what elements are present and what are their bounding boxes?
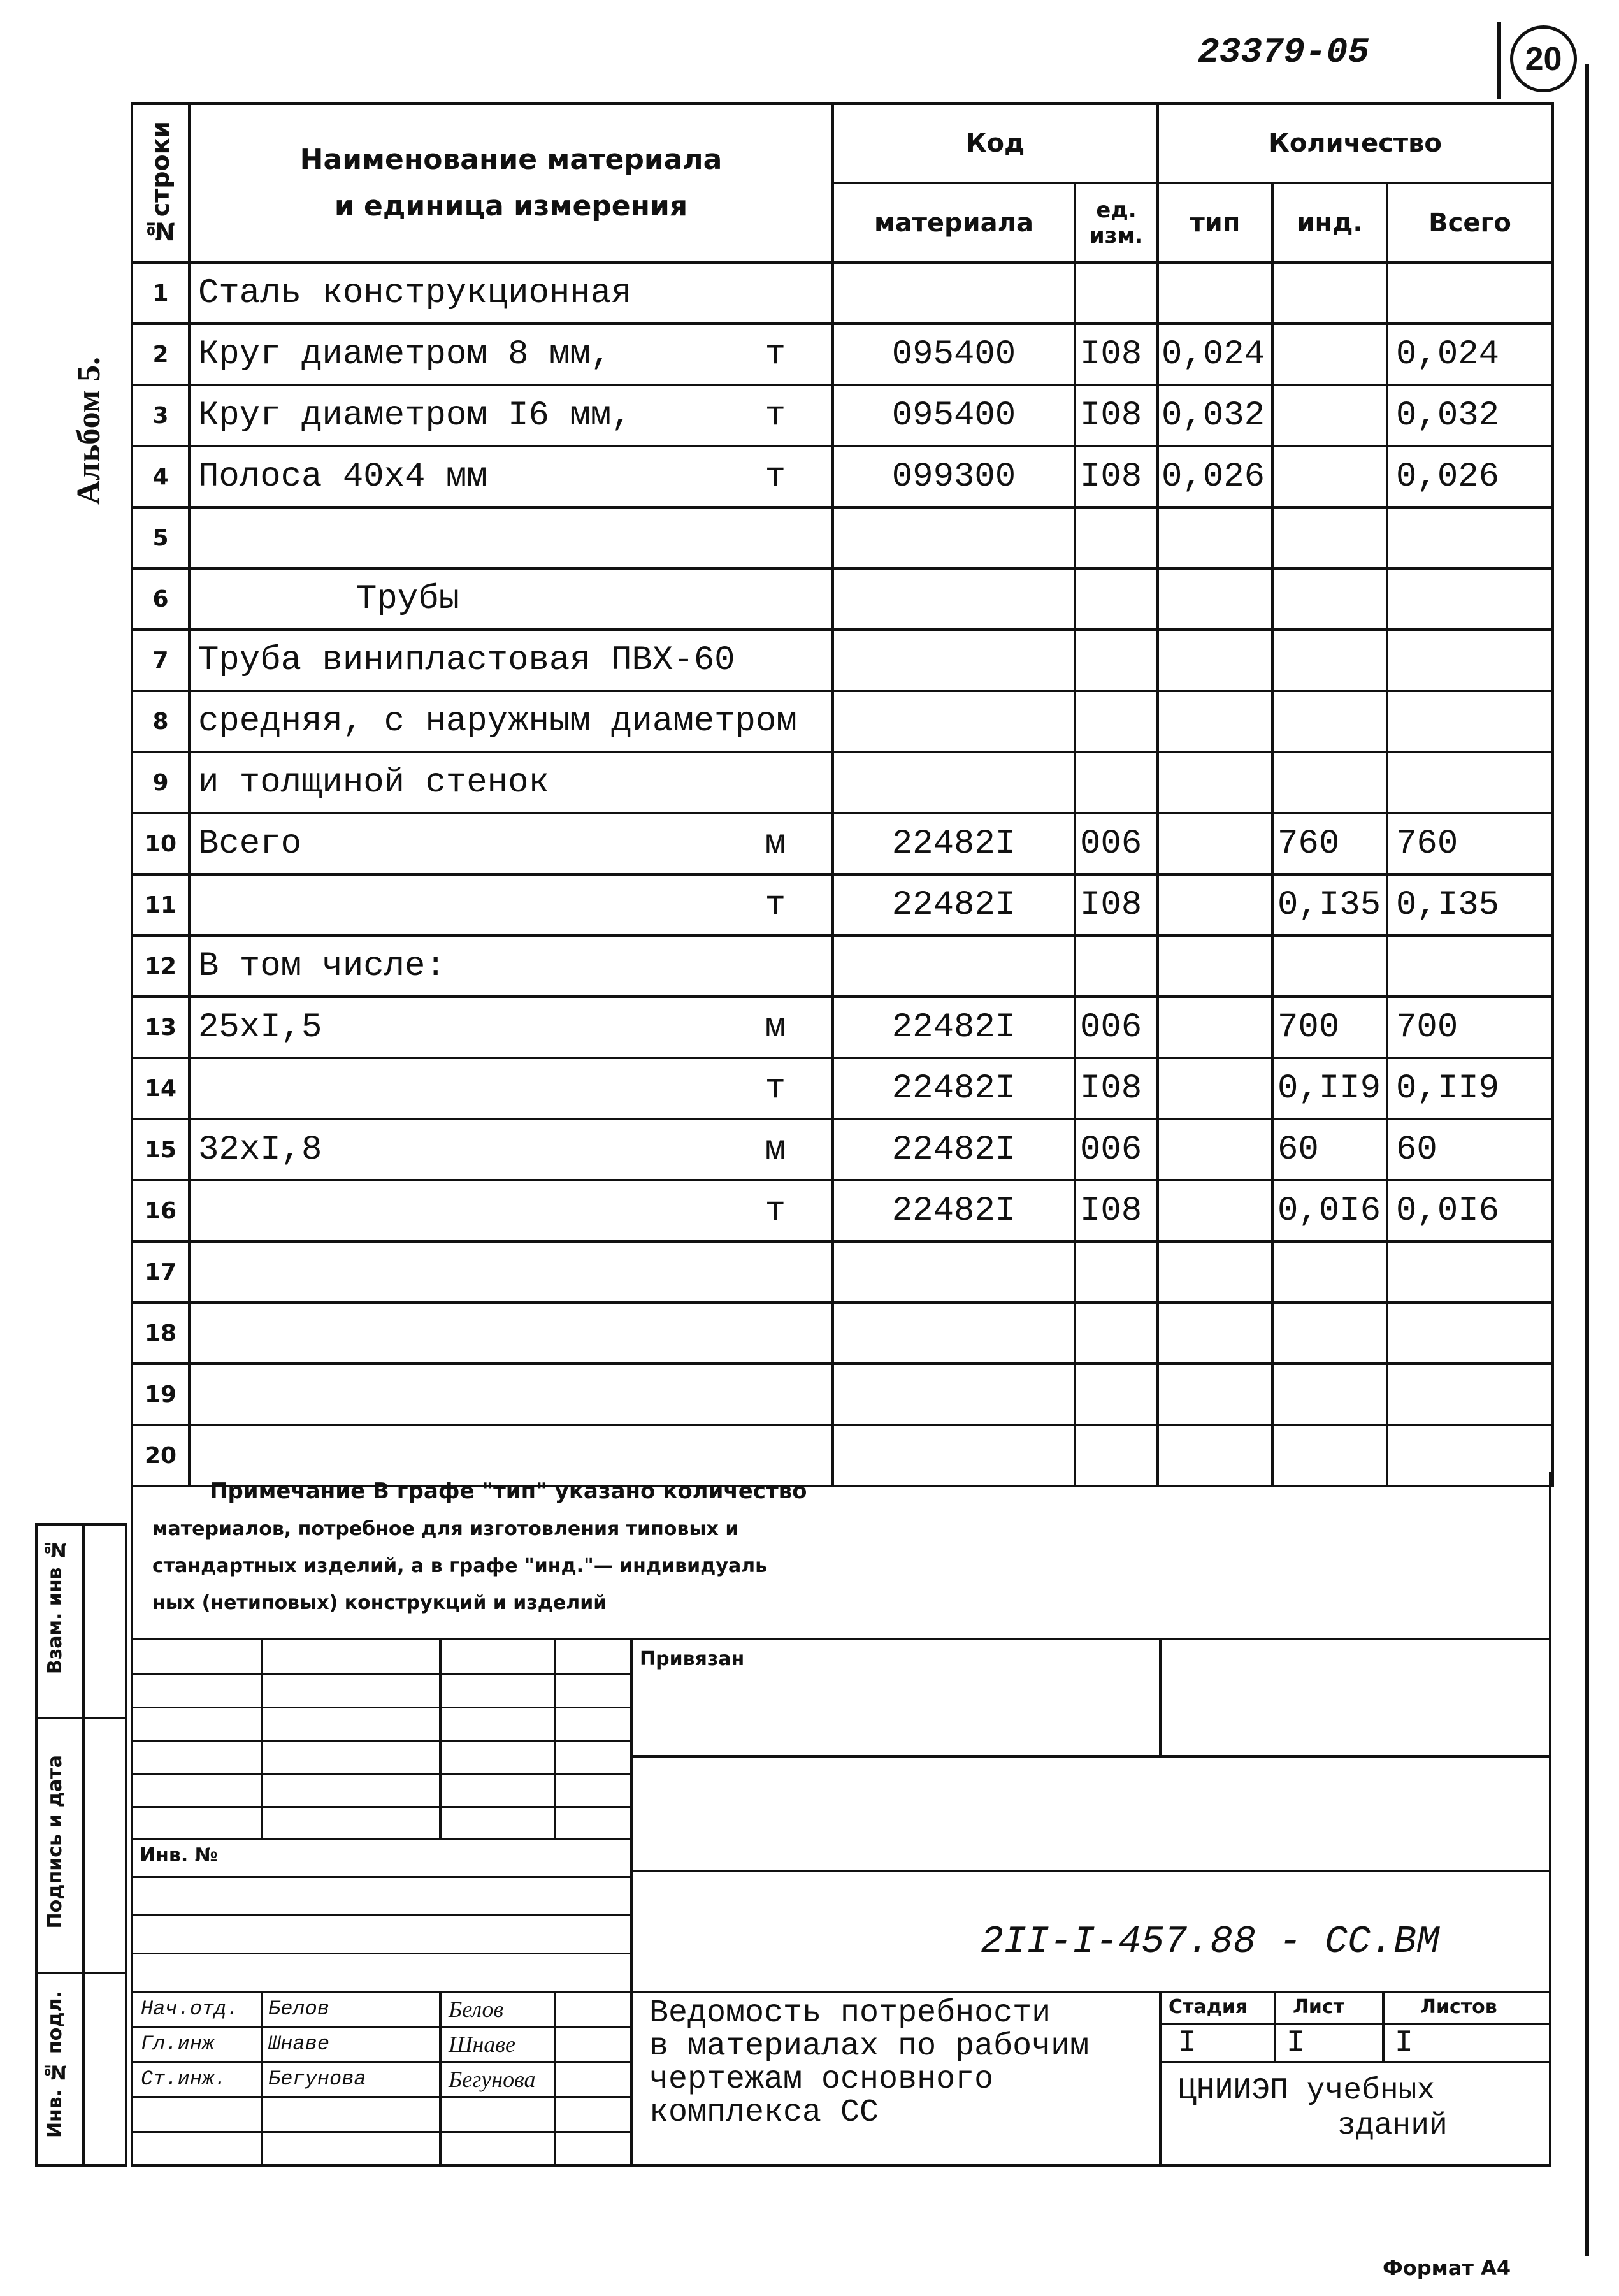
document-title: Ведомость потребности в материалах по рабочим чертежам основного комплекса СС — [649, 1995, 1090, 2131]
unit-header: ед. изм. — [1075, 183, 1158, 263]
row-number: 6 — [132, 568, 189, 630]
material-name — [189, 324, 833, 385]
row-number: 7 — [132, 630, 189, 691]
table-row — [132, 1180, 1553, 1241]
row-number: 5 — [132, 507, 189, 568]
material-code-header: материала — [833, 183, 1075, 263]
material-name — [189, 1058, 833, 1119]
row-number: 10 — [132, 813, 189, 874]
row-number: 15 — [132, 1119, 189, 1180]
table-row — [132, 568, 1553, 630]
material-code: 22482I — [833, 1058, 1075, 1119]
individual-quantity — [1272, 1241, 1387, 1303]
unit-code — [1075, 935, 1158, 997]
unit-symbol: т — [765, 396, 786, 435]
material-name — [189, 630, 833, 691]
role-2: Гл.инж — [141, 2032, 215, 2056]
unit-code: 006 — [1075, 997, 1158, 1058]
replacement-inventory-label: Взам. инв № — [44, 1538, 66, 1675]
unit-code: I08 — [1075, 874, 1158, 935]
material-name — [189, 1241, 833, 1303]
total-quantity: 0,II9 — [1387, 1058, 1553, 1119]
total-quantity — [1387, 752, 1553, 813]
row-number: 4 — [132, 446, 189, 507]
type-quantity — [1158, 1364, 1272, 1425]
title-block — [131, 1638, 1551, 2167]
individual-quantity — [1272, 630, 1387, 691]
individual-quantity — [1272, 507, 1387, 568]
table-row — [132, 630, 1553, 691]
stage-value: I — [1178, 2026, 1197, 2060]
note-line-2: материалов, потребное для изготовления типовых и — [152, 1518, 739, 1540]
code-header: Код — [833, 103, 1158, 183]
type-header: тип — [1158, 183, 1272, 263]
type-quantity: 0,032 — [1158, 385, 1272, 446]
total-quantity: 700 — [1387, 997, 1553, 1058]
format-label: Формат А4 — [1383, 2256, 1511, 2280]
material-code — [833, 568, 1075, 630]
unit-symbol: т — [765, 335, 786, 374]
individual-quantity — [1272, 446, 1387, 507]
original-inventory-label: Инв. № подл. — [44, 1991, 66, 2139]
signature-1: Белов — [449, 1996, 504, 2022]
document-designation: 2II-I-457.88 - СС.ВМ — [981, 1921, 1440, 1964]
total-quantity: 60 — [1387, 1119, 1553, 1180]
type-quantity — [1158, 568, 1272, 630]
material-code — [833, 1241, 1075, 1303]
individual-quantity — [1272, 324, 1387, 385]
material-name — [189, 568, 833, 630]
material-code: 095400 — [833, 324, 1075, 385]
unit-symbol: м — [765, 1130, 786, 1169]
type-quantity — [1158, 630, 1272, 691]
material-name — [189, 1364, 833, 1425]
material-name-text: средняя, с наружным диаметром — [198, 702, 797, 741]
note-line-1: Примечание В графе "тип" указано количество — [210, 1478, 807, 1504]
material-name — [189, 813, 833, 874]
unit-symbol: м — [765, 824, 786, 863]
row-number: 9 — [132, 752, 189, 813]
individual-quantity — [1272, 568, 1387, 630]
table-row — [132, 507, 1553, 568]
material-code — [833, 1303, 1075, 1364]
unit-code — [1075, 1364, 1158, 1425]
type-quantity: 0,026 — [1158, 446, 1272, 507]
individual-quantity — [1272, 691, 1387, 752]
type-quantity — [1158, 1303, 1272, 1364]
type-quantity — [1158, 263, 1272, 324]
individual-quantity — [1272, 1364, 1387, 1425]
material-name-text: В том числе: — [198, 946, 446, 986]
row-number: 14 — [132, 1058, 189, 1119]
material-code — [833, 507, 1075, 568]
individual-header: инд. — [1272, 183, 1387, 263]
total-quantity — [1387, 935, 1553, 997]
unit-code — [1075, 263, 1158, 324]
table-row — [132, 1119, 1553, 1180]
total-quantity: 760 — [1387, 813, 1553, 874]
unit-code: I08 — [1075, 385, 1158, 446]
row-number: 16 — [132, 1180, 189, 1241]
table-row — [132, 324, 1553, 385]
table-row — [132, 935, 1553, 997]
table-row — [132, 997, 1553, 1058]
total-quantity: 0,024 — [1387, 324, 1553, 385]
organization-line-2: зданий — [1337, 2109, 1448, 2143]
row-number: 17 — [132, 1241, 189, 1303]
type-quantity — [1158, 813, 1272, 874]
material-name-header: Наименование материала и единица измерения — [189, 103, 833, 263]
material-name — [189, 691, 833, 752]
material-code — [833, 630, 1075, 691]
row-number: 1 — [132, 263, 189, 324]
material-name — [189, 263, 833, 324]
unit-code — [1075, 1241, 1158, 1303]
individual-quantity: 0,II9 — [1272, 1058, 1387, 1119]
material-name-text: Круг диаметром 8 мм, — [198, 335, 612, 374]
total-quantity — [1387, 691, 1553, 752]
material-code — [833, 263, 1075, 324]
material-code — [833, 752, 1075, 813]
signature-3: Бегунова — [449, 2067, 536, 2092]
sheets-value: I — [1395, 2026, 1413, 2060]
table-row — [132, 874, 1553, 935]
total-quantity — [1387, 1241, 1553, 1303]
total-quantity: 0,I35 — [1387, 874, 1553, 935]
unit-code — [1075, 752, 1158, 813]
unit-code — [1075, 630, 1158, 691]
note-line-3: стандартных изделий, а в графе "инд."— индивидуаль — [152, 1555, 768, 1577]
row-number: 12 — [132, 935, 189, 997]
material-code: 22482I — [833, 1180, 1075, 1241]
right-frame-line — [1585, 64, 1589, 2256]
material-name — [189, 752, 833, 813]
row-number: 20 — [132, 1425, 189, 1486]
material-code — [833, 691, 1075, 752]
material-name-text: Труба винипластовая ПВХ-60 — [198, 640, 735, 680]
individual-quantity: 760 — [1272, 813, 1387, 874]
role-3: Ст.инж. — [141, 2067, 227, 2091]
unit-symbol: т — [765, 1069, 786, 1108]
row-number: 13 — [132, 997, 189, 1058]
unit-code — [1075, 507, 1158, 568]
total-quantity: 0,0I6 — [1387, 1180, 1553, 1241]
unit-code: I08 — [1075, 324, 1158, 385]
unit-symbol: т — [765, 457, 786, 496]
row-number-header: №строки — [132, 103, 189, 263]
note-line-4: ных (нетиповых) конструкций и изделий — [152, 1592, 607, 1614]
document-code: 23379-05 — [1198, 32, 1369, 73]
table-row — [132, 1058, 1553, 1119]
person-name-3: Бегунова — [268, 2067, 366, 2091]
individual-quantity: 700 — [1272, 997, 1387, 1058]
unit-code: 006 — [1075, 1119, 1158, 1180]
row-number: 18 — [132, 1303, 189, 1364]
page-number-box — [1497, 22, 1501, 99]
type-quantity — [1158, 1241, 1272, 1303]
table-row — [132, 752, 1553, 813]
total-quantity: 0,026 — [1387, 446, 1553, 507]
individual-quantity: 0,0I6 — [1272, 1180, 1387, 1241]
total-quantity — [1387, 263, 1553, 324]
type-quantity: 0,024 — [1158, 324, 1272, 385]
note-block — [131, 1472, 1551, 1638]
unit-code: I08 — [1075, 1180, 1158, 1241]
material-name-text: Всего — [198, 824, 302, 863]
table-row — [132, 813, 1553, 874]
material-code: 099300 — [833, 446, 1075, 507]
total-quantity — [1387, 1364, 1553, 1425]
type-quantity — [1158, 874, 1272, 935]
material-name-text: 25хI,5 — [198, 1007, 322, 1047]
material-code: 095400 — [833, 385, 1075, 446]
page-number: 20 — [1525, 40, 1562, 78]
material-name — [189, 1303, 833, 1364]
unit-symbol: м — [765, 1007, 786, 1047]
person-name-1: Белов — [268, 1997, 330, 2021]
unit-code — [1075, 691, 1158, 752]
material-code — [833, 935, 1075, 997]
material-name-text: 32хI,8 — [198, 1130, 322, 1169]
signature-2: Шнаве — [449, 2032, 516, 2057]
row-number: 11 — [132, 874, 189, 935]
individual-quantity — [1272, 1303, 1387, 1364]
individual-quantity — [1272, 935, 1387, 997]
material-code: 22482I — [833, 874, 1075, 935]
material-name — [189, 1119, 833, 1180]
materials-table — [131, 102, 1554, 1487]
material-name-text: Трубы — [356, 579, 460, 619]
total-header: Всего — [1387, 183, 1553, 263]
person-name-2: Шнаве — [268, 2032, 330, 2056]
individual-quantity — [1272, 752, 1387, 813]
unit-symbol: т — [765, 885, 786, 925]
type-quantity — [1158, 997, 1272, 1058]
unit-code — [1075, 568, 1158, 630]
type-quantity — [1158, 507, 1272, 568]
table-row — [132, 446, 1553, 507]
unit-symbol: т — [765, 1191, 786, 1231]
table-row — [132, 263, 1553, 324]
sheet-label: Лист — [1293, 1996, 1345, 2018]
type-quantity — [1158, 691, 1272, 752]
type-quantity — [1158, 1119, 1272, 1180]
material-name — [189, 385, 833, 446]
material-name — [189, 507, 833, 568]
table-row — [132, 385, 1553, 446]
material-name-text: Круг диаметром I6 мм, — [198, 396, 632, 435]
material-name — [189, 446, 833, 507]
row-number: 3 — [132, 385, 189, 446]
individual-quantity — [1272, 263, 1387, 324]
total-quantity — [1387, 568, 1553, 630]
material-code: 22482I — [833, 997, 1075, 1058]
quantity-header: Количество — [1158, 103, 1553, 183]
individual-quantity: 0,I35 — [1272, 874, 1387, 935]
material-code — [833, 1364, 1075, 1425]
material-name — [189, 997, 833, 1058]
total-quantity — [1387, 1303, 1553, 1364]
individual-quantity — [1272, 385, 1387, 446]
type-quantity — [1158, 752, 1272, 813]
material-name — [189, 1180, 833, 1241]
signature-date-label: Подпись и дата — [44, 1755, 66, 1929]
individual-quantity: 60 — [1272, 1119, 1387, 1180]
total-quantity: 0,032 — [1387, 385, 1553, 446]
unit-code — [1075, 1303, 1158, 1364]
total-quantity — [1387, 507, 1553, 568]
material-code: 22482I — [833, 813, 1075, 874]
album-label: Альбом 5. — [71, 357, 107, 505]
sheet-value: I — [1286, 2026, 1305, 2060]
table-row — [132, 1303, 1553, 1364]
left-side-strip — [35, 1523, 127, 2167]
unit-code: I08 — [1075, 446, 1158, 507]
material-code: 22482I — [833, 1119, 1075, 1180]
stage-label: Стадия — [1169, 1996, 1248, 2018]
unit-code: I08 — [1075, 1058, 1158, 1119]
material-name-text: Сталь конструкционная — [198, 273, 632, 313]
material-name-text: и толщиной стенок — [198, 763, 549, 802]
attached-label: Привязан — [640, 1648, 745, 1670]
unit-code: 006 — [1075, 813, 1158, 874]
table-row — [132, 691, 1553, 752]
row-number: 19 — [132, 1364, 189, 1425]
sheets-label: Листов — [1420, 1996, 1497, 2018]
organization-line-1: ЦНИИЭП учебных — [1178, 2074, 1436, 2108]
page-number-circle — [1510, 25, 1577, 92]
material-name — [189, 874, 833, 935]
type-quantity — [1158, 1180, 1272, 1241]
table-row — [132, 1364, 1553, 1425]
inventory-number-label: Инв. № — [140, 1844, 218, 1866]
type-quantity — [1158, 1058, 1272, 1119]
total-quantity — [1387, 630, 1553, 691]
row-number: 8 — [132, 691, 189, 752]
table-row — [132, 1241, 1553, 1303]
material-name-text: Полоса 40х4 мм — [198, 457, 487, 496]
role-1: Нач.отд. — [141, 1997, 239, 2021]
material-name — [189, 935, 833, 997]
row-number: 2 — [132, 324, 189, 385]
type-quantity — [1158, 935, 1272, 997]
